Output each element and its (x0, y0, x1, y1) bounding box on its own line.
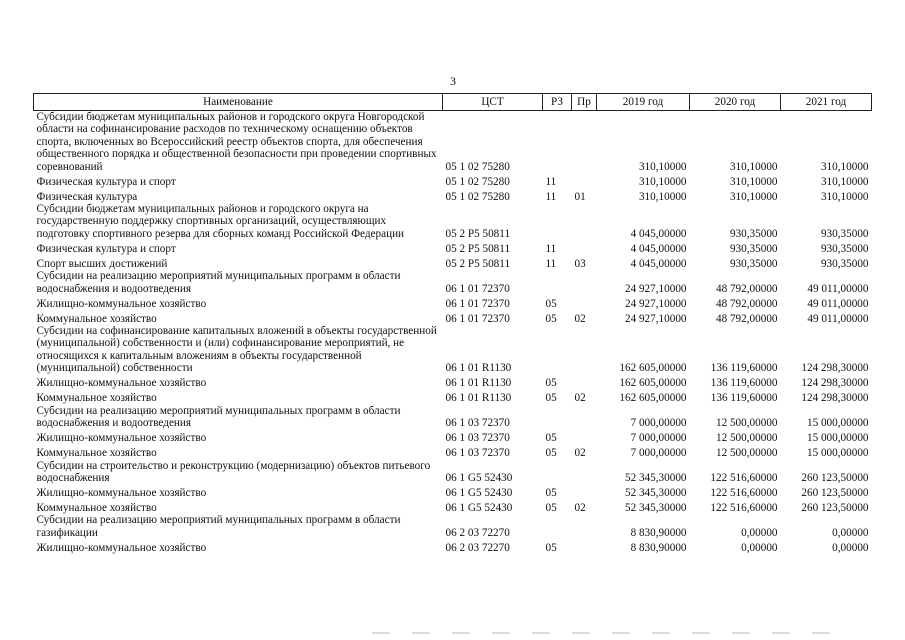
row-2021: 930,35000 (820, 242, 869, 255)
table-row (34, 111, 872, 174)
row-2020: 930,35000 (729, 242, 778, 255)
row-cst: 06 1 03 72370 (445, 432, 510, 445)
row-2019: 52 345,30000 (624, 486, 687, 499)
row-2020: 0,00000 (741, 526, 778, 539)
header-pr: Пр (572, 94, 597, 111)
row-cst: 06 1 03 72370 (445, 447, 510, 460)
row-2020: 48 792,00000 (715, 312, 778, 325)
row-2021: 15 000,00000 (806, 417, 869, 430)
row-2021: 49 011,00000 (807, 297, 869, 310)
row-pr (572, 203, 597, 240)
row-2020: 122 516,60000 (710, 486, 778, 499)
row-2021: 49 011,00000 (807, 312, 869, 325)
row-rz (543, 460, 572, 485)
row-name: Коммунальное хозяйство (36, 312, 157, 325)
row-cst: 06 1 01 R1130 (445, 377, 512, 390)
row-name: Жилищно-коммунальное хозяйство (36, 486, 207, 499)
header-2019: 2019 год (597, 94, 690, 111)
row-cst: 05 1 02 75280 (445, 175, 510, 188)
row-name: Коммунальное хозяйство (36, 501, 157, 514)
row-rz: 05 (545, 297, 557, 310)
row-cst: 06 1 G5 52430 (445, 471, 513, 484)
row-2019: 4 045,00000 (630, 242, 687, 255)
row-2019: 24 927,10000 (624, 312, 687, 325)
row-pr (572, 405, 597, 430)
row-cst: 06 1 01 R1130 (445, 392, 512, 405)
table-header-row (34, 94, 872, 111)
row-pr (572, 240, 597, 255)
row-rz: 05 (545, 432, 557, 445)
table-row (34, 445, 872, 460)
row-2019: 7 000,00000 (630, 447, 687, 460)
row-2021: 49 011,00000 (807, 282, 869, 295)
row-2020: 136 119,60000 (710, 362, 778, 375)
table-row (34, 375, 872, 390)
row-2021: 930,35000 (820, 257, 869, 270)
row-2021: 0,00000 (832, 541, 869, 554)
row-2021: 260 123,50000 (801, 471, 869, 484)
row-pr (572, 270, 597, 295)
row-rz: 05 (545, 447, 557, 460)
row-rz: 11 (545, 175, 557, 188)
row-2020: 122 516,60000 (710, 471, 778, 484)
header-name: Наименование (34, 94, 443, 111)
row-2020: 136 119,60000 (710, 392, 778, 405)
row-pr (572, 484, 597, 499)
row-pr (572, 539, 597, 554)
row-rz: 05 (545, 377, 557, 390)
table-row (34, 405, 872, 430)
row-2020: 48 792,00000 (715, 297, 778, 310)
row-2021: 15 000,00000 (806, 432, 869, 445)
row-pr (572, 375, 597, 390)
row-name: Физическая культура и спорт (36, 242, 176, 255)
row-pr (572, 325, 597, 375)
row-name: Коммунальное хозяйство (36, 392, 157, 405)
row-pr: 01 (574, 190, 586, 203)
table-row (34, 173, 872, 188)
row-2021: 310,10000 (820, 160, 869, 173)
row-2020: 0,00000 (741, 541, 778, 554)
row-2019: 24 927,10000 (624, 297, 687, 310)
row-rz: 05 (545, 312, 557, 325)
row-rz (543, 325, 572, 375)
row-2019: 4 045,00000 (630, 227, 687, 240)
row-2021: 260 123,50000 (801, 501, 869, 514)
row-cst: 06 1 01 72370 (445, 282, 510, 295)
row-2020: 310,10000 (729, 175, 778, 188)
row-2020: 310,10000 (729, 160, 778, 173)
row-cst: 06 1 G5 52430 (445, 501, 513, 514)
row-rz: 05 (545, 501, 557, 514)
row-pr (572, 111, 597, 174)
row-rz (543, 270, 572, 295)
row-cst: 05 2 P5 50811 (445, 257, 511, 270)
row-2019: 310,10000 (638, 160, 687, 173)
row-name: Жилищно-коммунальное хозяйство (36, 432, 207, 445)
row-2019: 4 045,00000 (630, 257, 687, 270)
row-name: Субсидии на реализацию мероприятий муниципальных программ в области газификации (36, 514, 401, 539)
row-2020: 12 500,00000 (715, 417, 778, 430)
row-pr: 02 (574, 447, 586, 460)
row-2021: 260 123,50000 (801, 486, 869, 499)
row-cst: 06 2 03 72270 (445, 541, 510, 554)
row-2021: 124 298,30000 (801, 362, 869, 375)
row-pr (572, 430, 597, 445)
table-row (34, 240, 872, 255)
table-row (34, 270, 872, 295)
row-pr: 03 (574, 257, 586, 270)
row-2019: 162 605,00000 (619, 362, 687, 375)
table-row (34, 295, 872, 310)
row-name: Спорт высших достижений (36, 257, 168, 270)
row-2020: 122 516,60000 (710, 501, 778, 514)
table-row (34, 514, 872, 539)
row-cst: 05 2 P5 50811 (445, 242, 511, 255)
row-2021: 310,10000 (820, 190, 869, 203)
row-name: Физическая культура (36, 190, 138, 203)
row-cst: 06 1 01 72370 (445, 312, 510, 325)
row-name: Субсидии бюджетам муниципальных районов и городского округа на государственную поддержку спортивных организаций, осуществляющих подготовку спортивного резерва для сборных команд Российской Федерации (36, 203, 405, 240)
row-2019: 310,10000 (638, 175, 687, 188)
header-2021: 2021 год (781, 94, 872, 111)
row-2019: 162 605,00000 (619, 377, 687, 390)
row-2020: 310,10000 (729, 190, 778, 203)
row-rz: 11 (545, 242, 557, 255)
row-name: Жилищно-коммунальное хозяйство (36, 297, 207, 310)
row-2019: 8 830,90000 (630, 541, 687, 554)
row-rz (543, 405, 572, 430)
row-rz (543, 514, 572, 539)
row-2021: 124 298,30000 (801, 392, 869, 405)
table-row (34, 430, 872, 445)
row-name: Коммунальное хозяйство (36, 447, 157, 460)
row-rz: 05 (545, 541, 557, 554)
table-row (34, 390, 872, 405)
row-2020: 48 792,00000 (715, 282, 778, 295)
row-2020: 136 119,60000 (710, 377, 778, 390)
row-2021: 0,00000 (832, 526, 869, 539)
row-2020: 12 500,00000 (715, 432, 778, 445)
row-cst: 05 1 02 75280 (445, 160, 510, 173)
header-cst: ЦСТ (443, 94, 543, 111)
row-2021: 310,10000 (820, 175, 869, 188)
table-row (34, 539, 872, 554)
row-cst: 05 1 02 75280 (445, 190, 510, 203)
row-name: Жилищно-коммунальное хозяйство (36, 377, 207, 390)
row-rz: 05 (545, 486, 557, 499)
row-pr (572, 514, 597, 539)
row-cst: 05 2 P5 50811 (445, 227, 511, 240)
row-2019: 7 000,00000 (630, 432, 687, 445)
row-2021: 124 298,30000 (801, 377, 869, 390)
row-cst: 06 1 01 R1130 (445, 362, 512, 375)
table-row (34, 203, 872, 240)
header-rz: РЗ (543, 94, 572, 111)
row-cst: 06 2 03 72270 (445, 526, 510, 539)
table-row (34, 310, 872, 325)
row-rz (543, 203, 572, 240)
row-2019: 52 345,30000 (624, 501, 687, 514)
row-2021: 930,35000 (820, 227, 869, 240)
row-name: Субсидии на реализацию мероприятий муниципальных программ в области водоснабжения и водоотведения (36, 270, 401, 295)
header-2020: 2020 год (690, 94, 781, 111)
row-2019: 8 830,90000 (630, 526, 687, 539)
row-2019: 52 345,30000 (624, 471, 687, 484)
table-row (34, 499, 872, 514)
row-pr: 02 (574, 312, 586, 325)
row-2020: 12 500,00000 (715, 447, 778, 460)
row-pr: 02 (574, 392, 586, 405)
table-row (34, 484, 872, 499)
row-cst: 06 1 G5 52430 (445, 486, 513, 499)
scan-artifact (372, 632, 842, 634)
row-rz: 11 (545, 257, 557, 270)
table-row (34, 325, 872, 375)
row-rz: 05 (545, 392, 557, 405)
budget-table (33, 93, 872, 554)
row-2020: 930,35000 (729, 257, 778, 270)
row-pr: 02 (574, 501, 586, 514)
row-2021: 15 000,00000 (806, 447, 869, 460)
row-name: Жилищно-коммунальное хозяйство (36, 541, 207, 554)
row-name: Субсидии бюджетам муниципальных районов и городского округа Новгородской области на софинансирование расходов по техническому оснащению объектов спорта, включенных во Всероссийский реестр объектов спорта, для обеспечения общественного порядка и общественной безопасности при проведении спортивных соревнований (36, 111, 437, 173)
row-2020: 930,35000 (729, 227, 778, 240)
row-rz (543, 111, 572, 174)
row-name: Субсидии на софинансирование капитальных вложений в объекты государственной (муниципальной) собственности и (или) софинансирование мероприятий, не относящихся к капитальным вложениям в объекты государственной (муниципальной) собственности (36, 325, 437, 375)
row-2019: 162 605,00000 (619, 392, 687, 405)
row-name: Физическая культура и спорт (36, 175, 176, 188)
row-cst: 06 1 01 72370 (445, 297, 510, 310)
row-name: Субсидии на строительство и реконструкцию (модернизацию) объектов питьевого водоснабжения (36, 459, 431, 484)
row-pr (572, 173, 597, 188)
row-2019: 7 000,00000 (630, 417, 687, 430)
table-row (34, 188, 872, 203)
row-pr (572, 295, 597, 310)
table-row (34, 255, 872, 270)
row-rz: 11 (545, 190, 557, 203)
row-2019: 24 927,10000 (624, 282, 687, 295)
row-name: Субсидии на реализацию мероприятий муниципальных программ в области водоснабжения и водоотведения (36, 404, 401, 430)
row-cst: 06 1 03 72370 (445, 417, 510, 430)
table-row (34, 460, 872, 485)
row-2019: 310,10000 (638, 190, 687, 203)
page-number: 3 (450, 74, 456, 88)
row-pr (572, 460, 597, 485)
